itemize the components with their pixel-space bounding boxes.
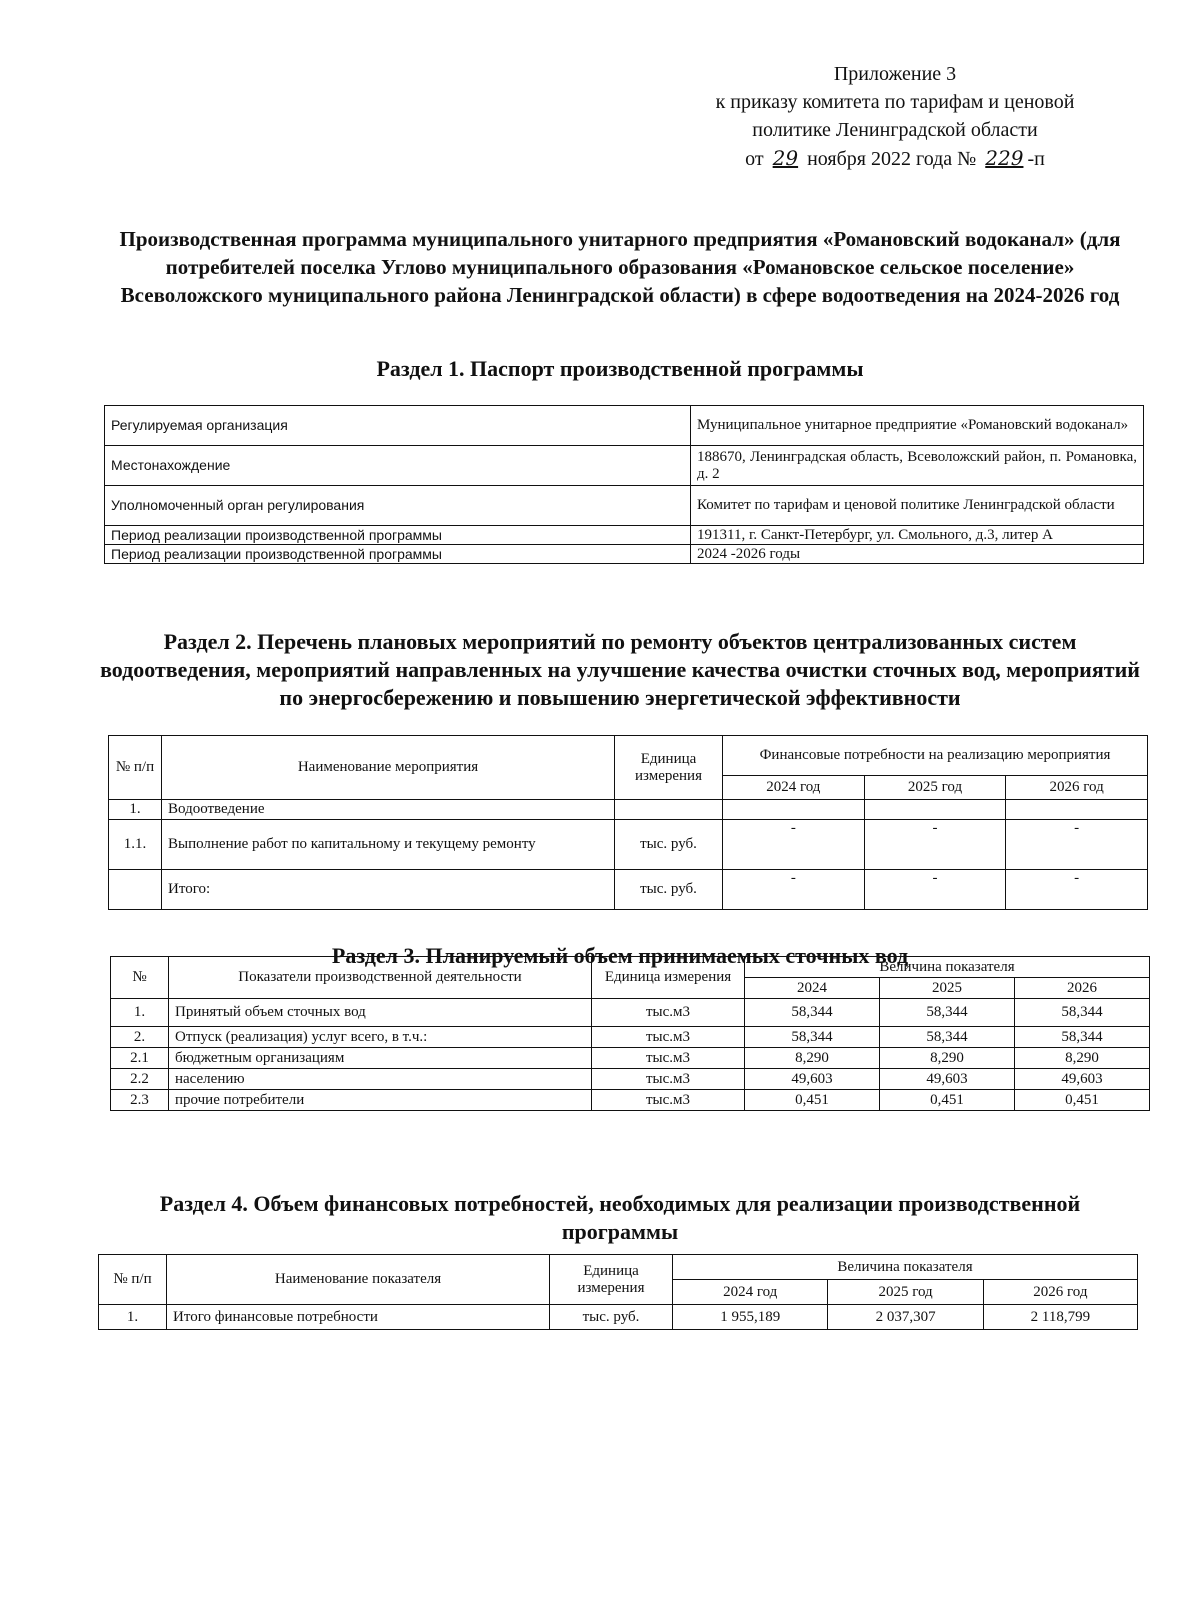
row-num: 2.1 bbox=[111, 1048, 169, 1069]
row-value: 2 037,307 bbox=[828, 1305, 983, 1330]
col-header-unit: Единица измерения bbox=[615, 736, 723, 800]
table-row bbox=[105, 406, 1144, 446]
passport-label: Период реализации производственной программы bbox=[105, 545, 691, 564]
row-unit: тыс.м3 bbox=[592, 1090, 745, 1111]
col-header-financial: Финансовые потребности на реализацию мероприятия bbox=[723, 736, 1148, 776]
row-value: 49,603 bbox=[1015, 1069, 1150, 1090]
col-header-name: Показатели производственной деятельности bbox=[169, 957, 592, 999]
measures-table bbox=[108, 735, 1148, 910]
row-value: 8,290 bbox=[745, 1048, 880, 1069]
financial-needs-table bbox=[98, 1254, 1138, 1330]
table-row bbox=[99, 1305, 1138, 1330]
row-unit: тыс. руб. bbox=[615, 820, 723, 870]
passport-value: 191311, г. Санкт-Петербург, ул. Смольного, д.3, литер А bbox=[691, 526, 1144, 545]
row-value: 0,451 bbox=[745, 1090, 880, 1111]
row-value bbox=[723, 800, 865, 820]
section4-title: Раздел 4. Объем финансовых потребностей, необходимых для реализации производственной программы bbox=[159, 1191, 1081, 1244]
row-num: 2.2 bbox=[111, 1069, 169, 1090]
row-name: Итого финансовые потребности bbox=[167, 1305, 550, 1330]
col-header-year: 2024 год bbox=[723, 776, 865, 800]
appendix-order-line: к приказу комитета по тарифам и ценовой bbox=[715, 91, 1075, 113]
col-header-num: № п/п bbox=[109, 736, 162, 800]
col-header-unit: Единица измерения bbox=[550, 1255, 673, 1305]
row-value: - bbox=[864, 870, 1006, 910]
handwritten-day: 29 bbox=[772, 146, 799, 170]
row-unit bbox=[615, 800, 723, 820]
program-title: Производственная программа муниципального унитарного предприятия «Романовский водоканал» (для потребителей поселка Углово муниципального образования «Романовское сельское поселение» Всеволожского муниципального района Ленинградской области) в сфере водоотведения на 2024-2026 год bbox=[119, 227, 1121, 307]
col-header-year: 2025 год bbox=[864, 776, 1006, 800]
col-header-name: Наименование мероприятия bbox=[162, 736, 615, 800]
row-value: 0,451 bbox=[1015, 1090, 1150, 1111]
col-header-year: 2024 год bbox=[673, 1280, 828, 1305]
section1-title: Раздел 1. Паспорт производственной программы bbox=[376, 356, 864, 381]
row-value: 2 118,799 bbox=[983, 1305, 1137, 1330]
row-unit: тыс.м3 bbox=[592, 1027, 745, 1048]
row-value: 8,290 bbox=[1015, 1048, 1150, 1069]
row-value: 58,344 bbox=[745, 999, 880, 1027]
col-header-value: Величина показателя bbox=[673, 1255, 1138, 1280]
passport-label: Местонахождение bbox=[105, 446, 691, 486]
col-header-value: Величина показателя bbox=[745, 957, 1150, 978]
col-header-unit: Единица измерения bbox=[592, 957, 745, 999]
row-value: 58,344 bbox=[745, 1027, 880, 1048]
row-value: 58,344 bbox=[1015, 999, 1150, 1027]
col-header-year: 2024 bbox=[745, 978, 880, 999]
row-num: 1.1. bbox=[109, 820, 162, 870]
col-header-num: № п/п bbox=[99, 1255, 167, 1305]
passport-value: 188670, Ленинградская область, Всеволожский район, п. Романовка, д. 2 bbox=[691, 446, 1144, 486]
row-name: Водоотведение bbox=[162, 800, 615, 820]
table-row bbox=[109, 870, 1148, 910]
appendix-date-line bbox=[650, 144, 1140, 173]
col-header-year: 2026 bbox=[1015, 978, 1150, 999]
row-value: 49,603 bbox=[880, 1069, 1015, 1090]
appendix-header bbox=[650, 60, 1140, 173]
row-num: 1. bbox=[109, 800, 162, 820]
passport-value: Муниципальное унитарное предприятие «Романовский водоканал» bbox=[691, 406, 1144, 446]
table-row bbox=[111, 1090, 1150, 1111]
row-name: Итого: bbox=[162, 870, 615, 910]
row-value: 0,451 bbox=[880, 1090, 1015, 1111]
table-row bbox=[105, 526, 1144, 545]
row-value: - bbox=[723, 870, 865, 910]
col-header-year: 2026 год bbox=[983, 1280, 1137, 1305]
row-unit: тыс. руб. bbox=[550, 1305, 673, 1330]
table-row bbox=[111, 1027, 1150, 1048]
row-value: 58,344 bbox=[880, 1027, 1015, 1048]
passport-label: Уполномоченный орган регулирования bbox=[105, 486, 691, 526]
row-name: бюджетным организациям bbox=[169, 1048, 592, 1069]
row-name: Отпуск (реализация) услуг всего, в т.ч.: bbox=[169, 1027, 592, 1048]
row-value: 1 955,189 bbox=[673, 1305, 828, 1330]
number-suffix: -п bbox=[1027, 148, 1045, 170]
appendix-number: Приложение 3 bbox=[833, 63, 957, 85]
row-unit: тыс. руб. bbox=[615, 870, 723, 910]
table-row bbox=[109, 800, 1148, 820]
passport-table bbox=[104, 405, 1144, 564]
col-header-name: Наименование показателя bbox=[167, 1255, 550, 1305]
row-value: - bbox=[864, 820, 1006, 870]
col-header-year: 2025 bbox=[880, 978, 1015, 999]
table-row bbox=[111, 1048, 1150, 1069]
table-row bbox=[105, 545, 1144, 564]
table-row bbox=[105, 446, 1144, 486]
passport-label: Регулируемая организация bbox=[105, 406, 691, 446]
row-unit: тыс.м3 bbox=[592, 999, 745, 1027]
col-header-num: № bbox=[111, 957, 169, 999]
handwritten-number: 229 bbox=[985, 146, 1024, 170]
row-value: 58,344 bbox=[880, 999, 1015, 1027]
passport-value: Комитет по тарифам и ценовой политике Ленинградской области bbox=[691, 486, 1144, 526]
wastewater-volume-table bbox=[110, 956, 1150, 1111]
row-num: 1. bbox=[99, 1305, 167, 1330]
row-value bbox=[1006, 800, 1148, 820]
row-value: 49,603 bbox=[745, 1069, 880, 1090]
row-name: прочие потребители bbox=[169, 1090, 592, 1111]
appendix-authority-line: политике Ленинградской области bbox=[752, 119, 1038, 141]
row-value: - bbox=[723, 820, 865, 870]
row-unit: тыс.м3 bbox=[592, 1069, 745, 1090]
table-row bbox=[105, 486, 1144, 526]
row-unit: тыс.м3 bbox=[592, 1048, 745, 1069]
table-row bbox=[111, 1069, 1150, 1090]
section2-title: Раздел 2. Перечень плановых мероприятий по ремонту объектов централизованных систем водоотведения, мероприятий направленных на улучшение качества очистки сточных вод, мероприятий по энергосбережению и повышению энергетической эффективности bbox=[100, 629, 1140, 710]
date-mid: ноября 2022 года № bbox=[807, 148, 977, 170]
row-num: 1. bbox=[111, 999, 169, 1027]
row-name: Принятый объем сточных вод bbox=[169, 999, 592, 1027]
table-row bbox=[109, 820, 1148, 870]
row-value: - bbox=[1006, 820, 1148, 870]
col-header-year: 2026 год bbox=[1006, 776, 1148, 800]
row-value: 58,344 bbox=[1015, 1027, 1150, 1048]
passport-label: Период реализации производственной программы bbox=[105, 526, 691, 545]
table-row bbox=[111, 999, 1150, 1027]
passport-value: 2024 -2026 годы bbox=[691, 545, 1144, 564]
row-num: 2. bbox=[111, 1027, 169, 1048]
row-value: 8,290 bbox=[880, 1048, 1015, 1069]
date-prefix: от bbox=[745, 148, 764, 170]
row-name: Выполнение работ по капитальному и текущему ремонту bbox=[162, 820, 615, 870]
row-name: населению bbox=[169, 1069, 592, 1090]
col-header-year: 2025 год bbox=[828, 1280, 983, 1305]
row-value bbox=[864, 800, 1006, 820]
row-value: - bbox=[1006, 870, 1148, 910]
row-num bbox=[109, 870, 162, 910]
section3-title: Раздел 3. Планируемый объем принимаемых сточных вод bbox=[331, 943, 909, 968]
row-num: 2.3 bbox=[111, 1090, 169, 1111]
